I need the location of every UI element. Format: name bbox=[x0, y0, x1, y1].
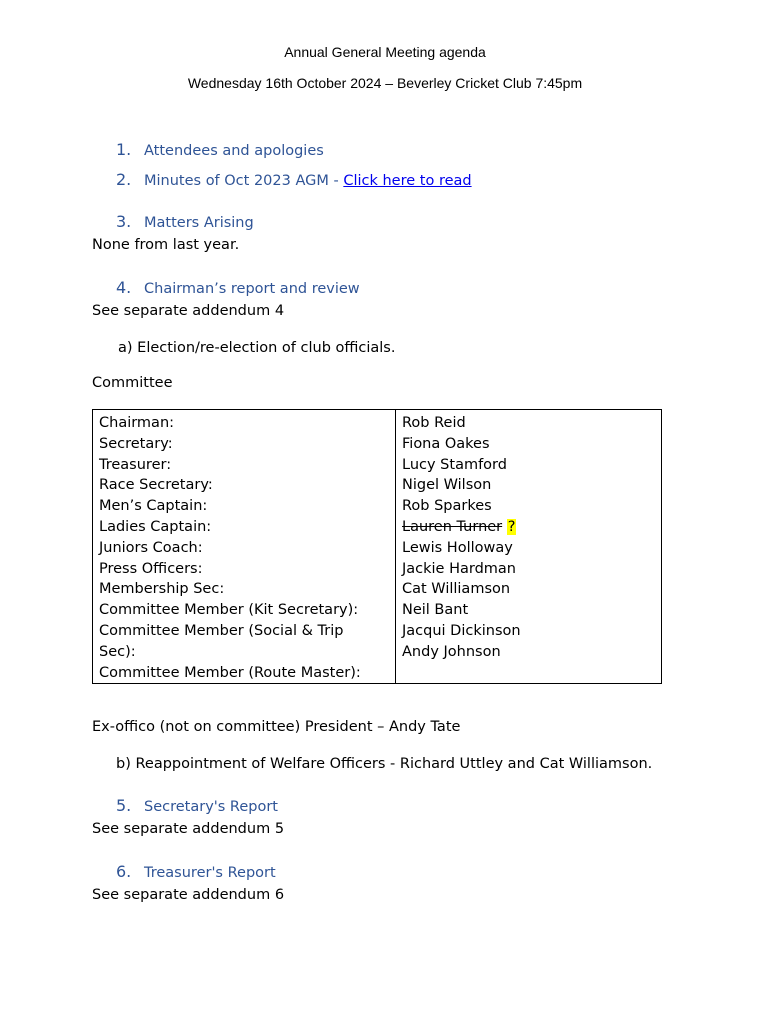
name-cell-ladies-captain bbox=[402, 517, 655, 538]
committee-table bbox=[92, 409, 662, 684]
name-cell: Jackie Hardman bbox=[402, 560, 516, 577]
names-column bbox=[396, 410, 662, 684]
item-heading: Secretary's Report bbox=[144, 799, 278, 815]
struck-name: Lauren Turner bbox=[402, 518, 503, 535]
name-cell: Lucy Stamford bbox=[402, 456, 507, 473]
role-cell: Ladies Captain: bbox=[99, 518, 212, 535]
item-3-body: None from last year. bbox=[92, 237, 240, 253]
name-cell: Andy Johnson bbox=[402, 643, 501, 660]
item-number: 6. bbox=[116, 862, 132, 881]
role-cell: Committee Member (Route Master): bbox=[99, 664, 361, 681]
item-number: 2. bbox=[116, 170, 132, 189]
agenda-item-2 bbox=[116, 170, 472, 189]
item-heading: Attendees and apologies bbox=[144, 143, 324, 159]
sub-item-b: b) Reappointment of Welfare Officers - Richard Uttley and Cat Williamson. bbox=[116, 756, 653, 772]
agenda-item-4 bbox=[116, 278, 360, 297]
name-cell: Cat Williamson bbox=[402, 581, 511, 598]
highlighted-question-mark: ? bbox=[507, 518, 516, 535]
item-4-body: See separate addendum 4 bbox=[92, 303, 285, 319]
item-heading: Treasurer's Report bbox=[144, 865, 276, 881]
name-cell: Lewis Holloway bbox=[402, 539, 513, 556]
item-heading: Matters Arising bbox=[144, 215, 254, 231]
role-cell: Race Secretary: bbox=[99, 477, 213, 494]
role-cell: Secretary: bbox=[99, 435, 173, 452]
agenda-item-3 bbox=[116, 212, 254, 231]
roles-column bbox=[93, 410, 396, 684]
item-number: 3. bbox=[116, 212, 132, 231]
role-cell: Treasurer: bbox=[99, 456, 172, 473]
role-cell: Juniors Coach: bbox=[99, 539, 203, 556]
name-cell: Rob Reid bbox=[402, 415, 466, 431]
document-title: Annual General Meeting agenda bbox=[284, 44, 486, 60]
item-number: 5. bbox=[116, 796, 132, 815]
name-cell: Jacqui Dickinson bbox=[402, 622, 521, 639]
agenda-item-6 bbox=[116, 862, 276, 881]
agenda-item-5 bbox=[116, 796, 278, 815]
role-cell: Press Officers: bbox=[99, 560, 203, 577]
agenda-item-1 bbox=[116, 140, 324, 159]
item-heading: Minutes of Oct 2023 AGM - bbox=[144, 173, 344, 189]
name-cell: Nigel Wilson bbox=[402, 477, 492, 494]
role-cell: Committee Member (Social & Trip bbox=[99, 622, 344, 639]
name-cell: Neil Bant bbox=[402, 602, 469, 619]
role-cell: Chairman: bbox=[99, 415, 175, 431]
committee-label: Committee bbox=[92, 375, 173, 391]
item-6-body: See separate addendum 6 bbox=[92, 887, 285, 903]
name-cell: Rob Sparkes bbox=[402, 498, 492, 515]
item-number: 1. bbox=[116, 140, 132, 159]
item-5-body: See separate addendum 5 bbox=[92, 821, 285, 837]
name-cell: Fiona Oakes bbox=[402, 435, 490, 452]
role-cell: Men’s Captain: bbox=[99, 498, 208, 515]
document-subtitle: Wednesday 16th October 2024 – Beverley Cricket Club 7:45pm bbox=[187, 75, 583, 91]
sub-item-a: a) Election/re-election of club officials. bbox=[118, 340, 396, 356]
item-number: 4. bbox=[116, 278, 132, 297]
role-cell: Membership Sec: bbox=[99, 581, 225, 598]
ex-officio-text: Ex-offico (not on committee) President – Andy Tate bbox=[92, 719, 461, 735]
role-cell: Sec): bbox=[99, 643, 136, 660]
minutes-link[interactable]: Click here to read bbox=[343, 173, 472, 189]
role-cell: Committee Member (Kit Secretary): bbox=[99, 602, 359, 619]
item-heading: Chairman’s report and review bbox=[144, 281, 360, 297]
